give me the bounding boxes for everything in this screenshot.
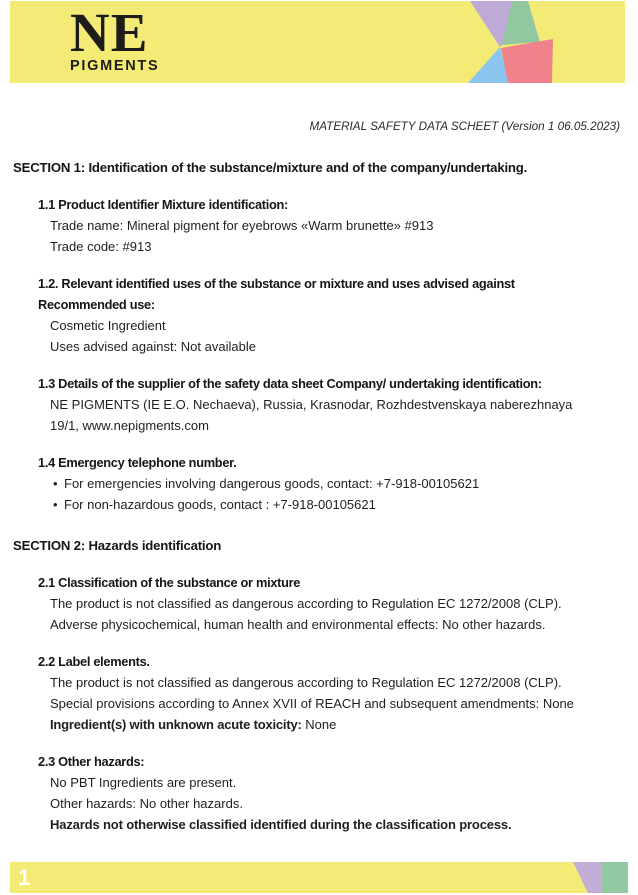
body-line: Cosmetic Ingredient	[50, 318, 166, 333]
header-band	[10, 1, 625, 83]
subsection-heading: 2.2 Label elements.	[38, 654, 150, 669]
body-line: Ingredient(s) with unknown acute toxicity: None	[50, 717, 337, 732]
section-heading: SECTION 1: Identification of the substance/mixture and of the company/undertaking.	[13, 160, 528, 175]
footer-band	[10, 862, 628, 893]
page-number: 1	[18, 865, 31, 890]
subsection-heading: 1.4 Emergency telephone number.	[38, 455, 237, 470]
body-line: Trade name: Mineral pigment for eyebrows «Warm brunette» #913	[50, 218, 434, 233]
header-decor-shapes	[460, 1, 560, 83]
section-heading: SECTION 2: Hazards identification	[13, 538, 222, 553]
decor-red-shape	[501, 39, 553, 83]
brand-logo	[70, 2, 160, 74]
body-line: The product is not classified as dangerous according to Regulation EC 1272/2008 (CLP).	[50, 675, 562, 690]
decor-footer-green-shape	[602, 862, 628, 893]
document-title: MATERIAL SAFETY DATA SCHEET (Version 1 06.05.2023)	[309, 120, 620, 133]
body-line: Special provisions according to Annex XVII of REACH and subsequent amendments: None	[50, 696, 574, 711]
subsection-heading: 2.1 Classification of the substance or mixture	[38, 575, 301, 590]
body-line: The product is not classified as dangerous according to Regulation EC 1272/2008 (CLP).	[50, 596, 562, 611]
subsection-heading: 2.3 Other hazards:	[38, 754, 145, 769]
bullet-item: • For non-hazardous goods, contact : +7-918-00105621	[53, 494, 632, 515]
decor-purple-shape	[573, 862, 602, 893]
bullet-item: • For emergencies involving dangerous goods, contact: +7-918-00105621	[53, 473, 632, 494]
body-line: Other hazards: No other hazards.	[50, 796, 243, 811]
logo-text-ne: NE	[70, 2, 149, 63]
body-line-strong: Hazards not otherwise classified identified during the classification process.	[50, 817, 512, 832]
body-line: No PBT Ingredients are present.	[50, 775, 237, 790]
body-line: Trade code: #913	[50, 239, 152, 254]
body-line: Uses advised against: Not available	[50, 339, 256, 354]
footer-decor-shapes	[568, 862, 628, 893]
body-line: NE PIGMENTS (IE E.O. Nechaeva), Russia, Krasnodar, Rozhdestvenskaya naberezhnaya	[50, 397, 573, 412]
subsection-heading: 1.1 Product Identifier Mixture identification:	[38, 197, 288, 212]
subsection-heading: 1.3 Details of the supplier of the safety data sheet Company/ undertaking identification:	[38, 376, 542, 391]
body-line: 19/1, www.nepigments.com	[50, 418, 209, 433]
document-body	[0, 157, 638, 835]
subsection-heading: 1.2. Relevant identified uses of the substance or mixture and uses advised against Recommended use:	[38, 276, 515, 312]
body-line: Adverse physicochemical, human health and environmental effects: No other hazards.	[50, 617, 546, 632]
logo-text-pigments: PIGMENTS	[70, 58, 160, 74]
